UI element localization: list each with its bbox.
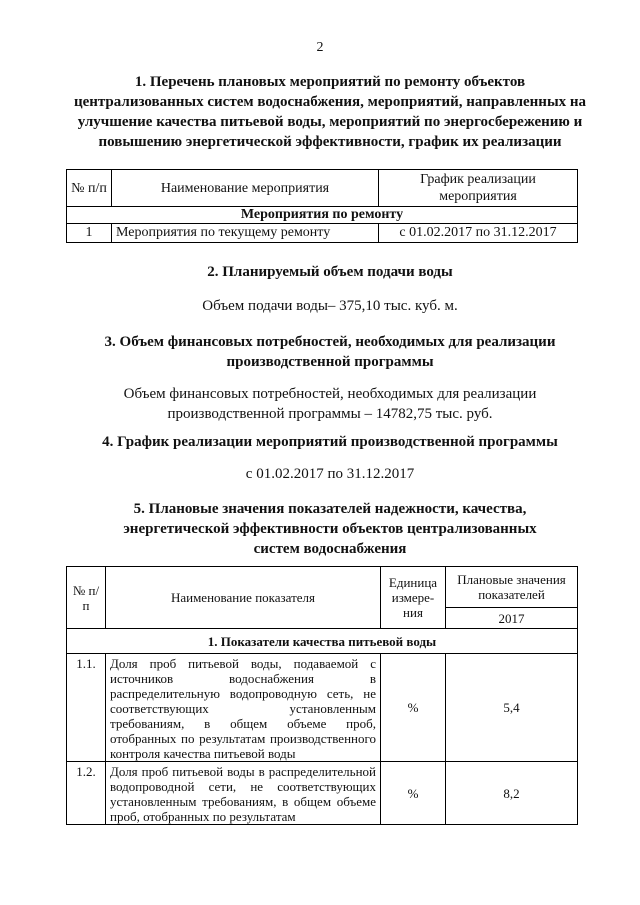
section3-title xyxy=(60,332,600,372)
row-name: Доля проб питьевой воды, подаваемой с источников водоснабжения в распределительную водопроводную сеть, не соответствующих установленным требованиям, в общем объеме проб, отобранных по результатам производственного контроля качества питьевой воды xyxy=(106,654,381,762)
row-schedule: с 01.02.2017 по 31.12.2017 xyxy=(379,224,578,243)
row-name: Доля проб питьевой воды в распределительной водопроводной сети, не соответствующих установленным требованиям, в общем объеме проб, отобранных по результатам xyxy=(106,762,381,825)
col-header-num: № п/п xyxy=(67,170,112,207)
section5-title xyxy=(60,499,600,559)
col-header-num: № п/п xyxy=(67,567,106,629)
col-header-name: Наименование показателя xyxy=(106,567,381,629)
section3-text xyxy=(60,384,600,424)
section1-title-line: централизованных систем водоснабжения, мероприятий, направленных на xyxy=(73,94,587,110)
indicators-table xyxy=(66,566,578,825)
section4-title: 4. График реализации мероприятий производственной программы xyxy=(102,434,558,450)
section2-text: Объем подачи воды– 375,10 тыс. куб. м. xyxy=(202,298,458,314)
col-header-unit: Единица измере-ния xyxy=(381,567,446,629)
row-unit: % xyxy=(381,762,446,825)
measures-table xyxy=(66,169,578,243)
col-header-year: 2017 xyxy=(446,608,578,629)
row-num: 1.1. xyxy=(67,654,106,762)
section1-title-line: 1. Перечень плановых мероприятий по ремонту объектов xyxy=(134,74,526,90)
row-unit: % xyxy=(381,654,446,762)
table-row xyxy=(67,762,578,825)
section3-title-line: производственной программы xyxy=(226,354,434,370)
section5-title-line: энергетической эффективности объектов централизованных xyxy=(123,521,537,537)
row-value: 8,2 xyxy=(446,762,578,825)
section4-text: с 01.02.2017 по 31.12.2017 xyxy=(245,466,415,482)
section5-title-line: 5. Плановые значения показателей надежности, качества, xyxy=(133,501,527,517)
row-value: 5,4 xyxy=(446,654,578,762)
col-header-name: Наименование мероприятия xyxy=(112,170,379,207)
table-row xyxy=(67,224,578,243)
row-num: 1 xyxy=(67,224,112,243)
group-row: 1. Показатели качества питьевой воды xyxy=(67,629,578,654)
section3-text-line: Объем финансовых потребностей, необходимых для реализации xyxy=(123,386,537,402)
page-number: 2 xyxy=(316,40,324,55)
table-row xyxy=(67,654,578,762)
col-header-plan: Плановые значения показателей xyxy=(446,567,578,608)
section1-title-line: повышению энергетической эффективности, график их реализации xyxy=(98,134,562,150)
section2-title: 2. Планируемый объем подачи воды xyxy=(207,264,453,280)
col-header-schedule: График реализации мероприятия xyxy=(379,170,578,207)
row-name: Мероприятия по текущему ремонту xyxy=(112,224,379,243)
section1-title xyxy=(60,72,600,152)
section1-title-line: улучшение качества питьевой воды, мероприятий по энергосбережению и xyxy=(77,114,583,130)
section5-title-line: систем водоснабжения xyxy=(253,541,407,557)
section3-text-line: производственной программы – 14782,75 тыс. руб. xyxy=(167,406,493,422)
group-row: Мероприятия по ремонту xyxy=(67,207,578,224)
section3-title-line: 3. Объем финансовых потребностей, необходимых для реализации xyxy=(104,334,556,350)
row-num: 1.2. xyxy=(67,762,106,825)
